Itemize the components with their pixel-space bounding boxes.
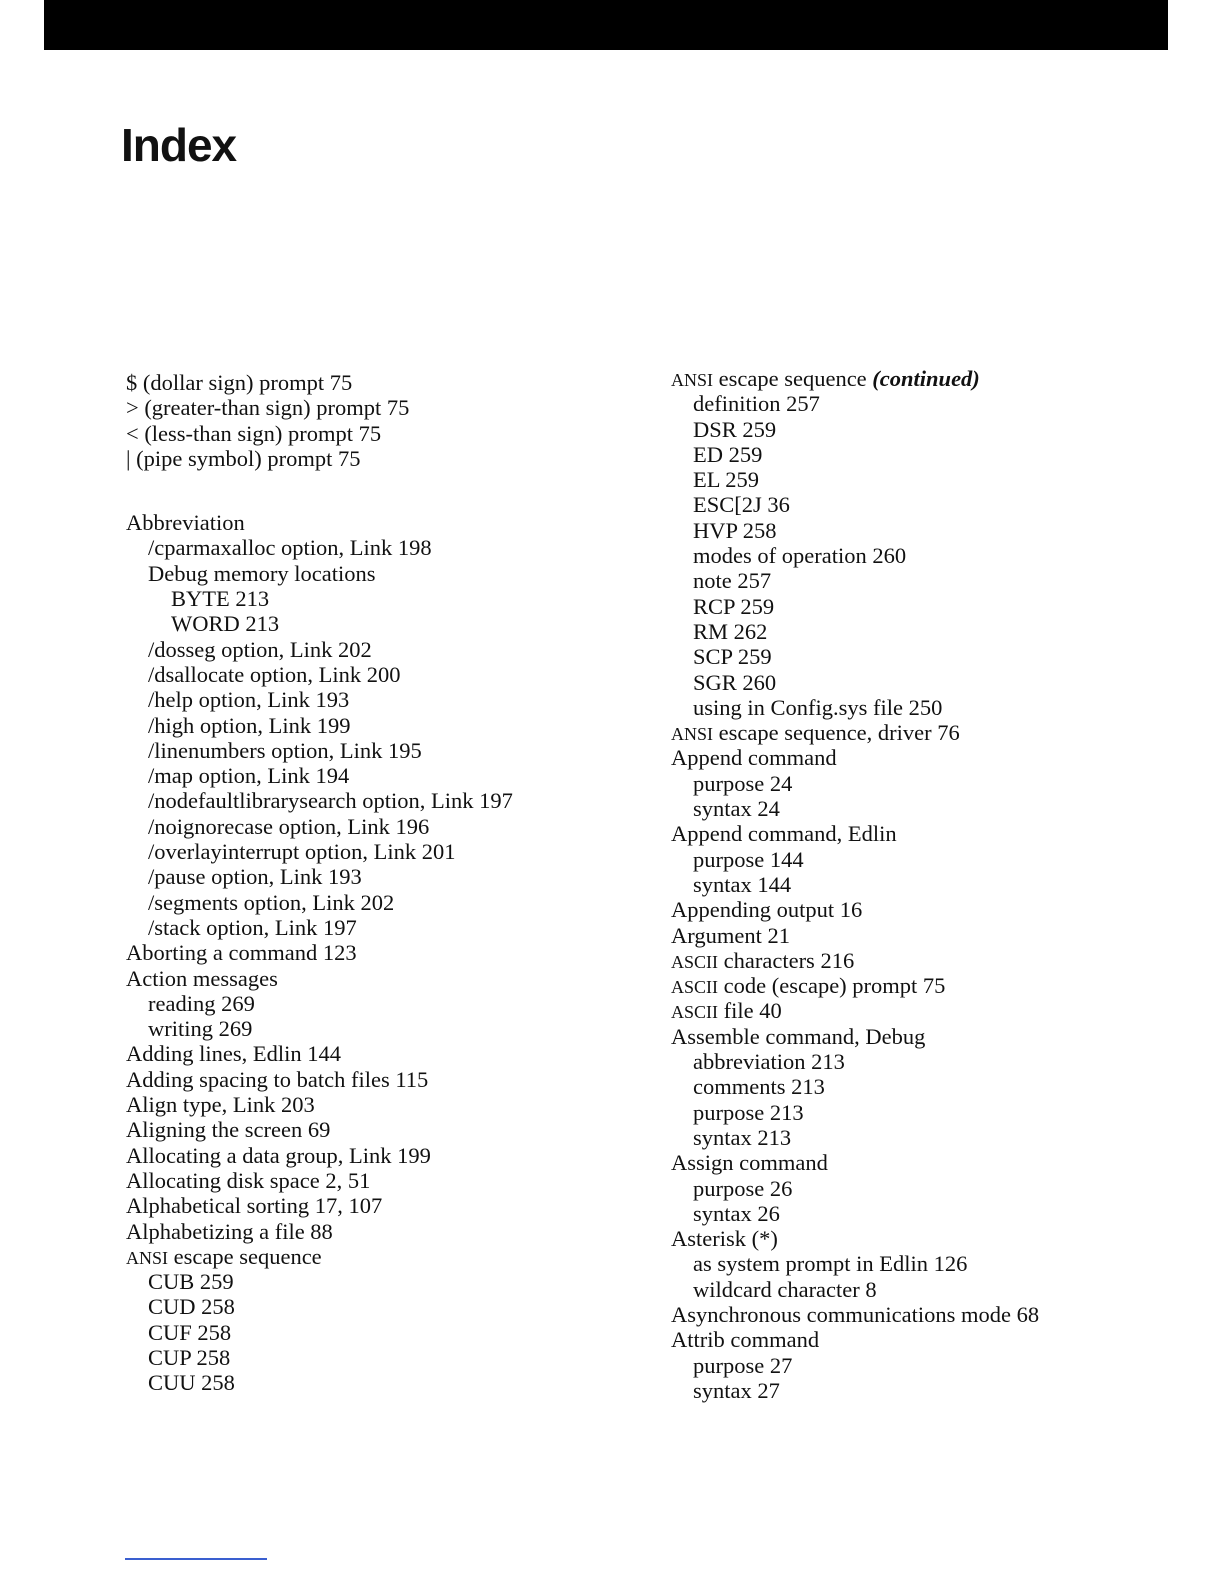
entry-text: purpose 24 xyxy=(693,770,793,796)
index-entry xyxy=(126,421,646,446)
index-entry xyxy=(126,864,646,889)
entry-text: escape sequence xyxy=(168,1243,322,1269)
index-entry xyxy=(126,1092,646,1117)
entry-text: purpose 26 xyxy=(693,1175,793,1201)
footer-rule xyxy=(125,1558,267,1560)
index-entry xyxy=(671,847,1191,872)
entry-text: note 257 xyxy=(693,568,772,594)
entry-text: reading 269 xyxy=(148,990,255,1016)
entry-text: wildcard character 8 xyxy=(693,1276,877,1302)
entry-text: syntax 27 xyxy=(693,1377,780,1403)
entry-text: /overlayinterrupt option, Link 201 xyxy=(148,839,456,865)
entry-text: abbreviation 213 xyxy=(693,1049,845,1075)
entry-text: Append command, Edlin xyxy=(671,821,897,847)
index-entry xyxy=(671,796,1191,821)
entry-text: Alphabetizing a file 88 xyxy=(126,1218,333,1244)
entry-text: /stack option, Link 197 xyxy=(148,914,357,940)
entry-text: Argument 21 xyxy=(671,922,790,948)
index-entry xyxy=(671,923,1191,948)
entry-text: /cparmaxalloc option, Link 198 xyxy=(148,535,432,561)
index-entry xyxy=(126,370,646,395)
index-entry xyxy=(126,1320,646,1345)
index-entry xyxy=(126,1117,646,1142)
a-entries-left xyxy=(126,510,646,1395)
entry-text: CUB 259 xyxy=(148,1269,234,1295)
index-entry xyxy=(671,442,1191,467)
index-entry xyxy=(671,1024,1191,1049)
index-entry xyxy=(126,713,646,738)
entry-text: EL 259 xyxy=(693,467,760,493)
entry-text: Append command xyxy=(671,745,837,771)
symbol-entries xyxy=(126,370,646,471)
entry-text: RCP 259 xyxy=(693,593,775,619)
a-entries-right xyxy=(671,391,1191,1403)
entry-text: > (greater-than sign) prompt 75 xyxy=(126,395,410,421)
index-entry xyxy=(671,821,1191,846)
heading-text: escape sequence xyxy=(713,366,873,391)
index-entry xyxy=(671,948,1191,973)
index-entry xyxy=(126,1041,646,1066)
index-entry xyxy=(671,467,1191,492)
index-entry xyxy=(671,1074,1191,1099)
index-entry xyxy=(671,1125,1191,1150)
index-entry xyxy=(126,991,646,1016)
entry-text: CUU 258 xyxy=(148,1370,235,1396)
index-entry xyxy=(126,1143,646,1168)
index-entry xyxy=(671,417,1191,442)
index-entry xyxy=(126,1294,646,1319)
entry-text: Asterisk (*) xyxy=(671,1226,778,1252)
index-entry xyxy=(671,1201,1191,1226)
index-entry xyxy=(126,915,646,940)
entry-text: Action messages xyxy=(126,965,278,991)
entry-text: $ (dollar sign) prompt 75 xyxy=(126,370,353,395)
index-entry xyxy=(126,1193,646,1218)
entry-text: /help option, Link 193 xyxy=(148,687,350,713)
entry-text: /segments option, Link 202 xyxy=(148,889,395,915)
index-entry xyxy=(126,535,646,560)
entry-text: Alphabetical sorting 17, 107 xyxy=(126,1193,383,1219)
index-entry xyxy=(671,998,1191,1023)
smallcaps-term: ASCII xyxy=(671,977,719,998)
index-entry xyxy=(126,788,646,813)
index-entry xyxy=(671,644,1191,669)
index-entry xyxy=(671,518,1191,543)
entry-text: Aligning the screen 69 xyxy=(126,1117,331,1143)
index-entry xyxy=(671,1150,1191,1175)
entry-text: Adding lines, Edlin 144 xyxy=(126,1041,341,1067)
entry-text: modes of operation 260 xyxy=(693,543,907,569)
entry-text: CUF 258 xyxy=(148,1319,232,1345)
index-entry xyxy=(126,763,646,788)
entry-text: SCP 259 xyxy=(693,644,772,670)
index-entry xyxy=(671,1277,1191,1302)
entry-text: definition 257 xyxy=(693,391,820,417)
entry-text: using in Config.sys file 250 xyxy=(693,694,943,720)
entry-text: WORD 213 xyxy=(171,611,280,637)
index-entry xyxy=(671,872,1191,897)
index-entry xyxy=(126,637,646,662)
index-entry xyxy=(671,492,1191,517)
index-entry xyxy=(671,897,1191,922)
entry-text: comments 213 xyxy=(693,1074,825,1100)
index-entry xyxy=(671,568,1191,593)
index-entry xyxy=(671,1302,1191,1327)
entry-text: syntax 144 xyxy=(693,871,792,897)
entry-text: /pause option, Link 193 xyxy=(148,864,362,890)
entry-text: BYTE 213 xyxy=(171,586,270,612)
entry-text: /linenumbers option, Link 195 xyxy=(148,737,422,763)
entry-text: escape sequence, driver 76 xyxy=(713,720,960,746)
index-entry xyxy=(126,940,646,965)
smallcaps-term: ANSI xyxy=(126,1247,169,1268)
entry-text: purpose 27 xyxy=(693,1352,793,1378)
entry-text: < (less-than sign) prompt 75 xyxy=(126,420,382,446)
index-entry xyxy=(126,1219,646,1244)
entry-text: syntax 24 xyxy=(693,796,780,822)
index-entry xyxy=(671,720,1191,745)
entry-text: Asynchronous communications mode 68 xyxy=(671,1301,1040,1327)
entry-text: /high option, Link 199 xyxy=(148,712,351,738)
section-gap xyxy=(126,471,646,510)
index-entry xyxy=(671,745,1191,770)
entry-text: Allocating disk space 2, 51 xyxy=(126,1167,371,1193)
index-entry xyxy=(671,1251,1191,1276)
entry-text: /noignorecase option, Link 196 xyxy=(148,813,430,839)
index-entry xyxy=(671,1176,1191,1201)
entry-text: file 40 xyxy=(718,998,782,1024)
entry-text: writing 269 xyxy=(148,1016,253,1042)
index-entry xyxy=(126,510,646,535)
smallcaps-term: ANSI xyxy=(671,370,714,390)
continued-heading xyxy=(671,366,1191,391)
entry-text: CUP 258 xyxy=(148,1344,231,1370)
index-column-left xyxy=(126,370,646,1396)
entry-text: Assemble command, Debug xyxy=(671,1023,926,1049)
index-entry xyxy=(126,561,646,586)
index-entry xyxy=(671,670,1191,695)
index-entry xyxy=(126,1269,646,1294)
index-entry xyxy=(671,695,1191,720)
index-entry xyxy=(126,1370,646,1395)
entry-text: /dsallocate option, Link 200 xyxy=(148,661,401,687)
index-entry xyxy=(126,738,646,763)
index-entry xyxy=(671,1226,1191,1251)
index-entry xyxy=(126,1168,646,1193)
page-title: Index xyxy=(121,119,237,171)
index-entry xyxy=(126,966,646,991)
entry-text: DSR 259 xyxy=(693,416,777,442)
entry-text: as system prompt in Edlin 126 xyxy=(693,1251,968,1277)
entry-text: /nodefaultlibrarysearch option, Link 197 xyxy=(148,788,513,814)
index-entry xyxy=(671,771,1191,796)
top-black-bar xyxy=(44,0,1168,50)
entry-text: Adding spacing to batch files 115 xyxy=(126,1066,429,1092)
entry-text: HVP 258 xyxy=(693,517,777,543)
entry-text: /map option, Link 194 xyxy=(148,763,350,789)
index-entry xyxy=(671,619,1191,644)
index-entry xyxy=(126,1345,646,1370)
index-entry xyxy=(126,446,646,471)
index-entry xyxy=(671,594,1191,619)
entry-text: Debug memory locations xyxy=(148,560,376,586)
entry-text: Align type, Link 203 xyxy=(126,1092,315,1118)
entry-text: Abbreviation xyxy=(126,510,245,536)
entry-text: ESC[2J 36 xyxy=(693,492,790,518)
index-entry xyxy=(671,391,1191,416)
entry-text: syntax 26 xyxy=(693,1200,780,1226)
entry-text: Attrib command xyxy=(671,1327,820,1353)
smallcaps-term: ASCII xyxy=(671,951,719,972)
entry-text: | (pipe symbol) prompt 75 xyxy=(126,445,361,471)
entry-text: RM 262 xyxy=(693,618,768,644)
entry-text: CUD 258 xyxy=(148,1294,235,1320)
index-entry xyxy=(126,890,646,915)
index-entry xyxy=(126,839,646,864)
entry-text: syntax 213 xyxy=(693,1124,792,1150)
index-entry xyxy=(126,1016,646,1041)
entry-text: Aborting a command 123 xyxy=(126,940,357,966)
entry-text: /dosseg option, Link 202 xyxy=(148,636,372,662)
index-entry xyxy=(671,1100,1191,1125)
index-entry xyxy=(671,1378,1191,1403)
index-column-right xyxy=(671,366,1191,1403)
index-entry xyxy=(671,1353,1191,1378)
entry-text: purpose 213 xyxy=(693,1099,804,1125)
index-entry xyxy=(126,1244,646,1269)
index-entry xyxy=(126,662,646,687)
entry-text: purpose 144 xyxy=(693,846,804,872)
index-entry xyxy=(671,1049,1191,1074)
smallcaps-term: ASCII xyxy=(671,1002,719,1023)
entry-text: Assign command xyxy=(671,1150,828,1176)
entry-text: Appending output 16 xyxy=(671,897,863,923)
index-entry xyxy=(126,395,646,420)
entry-text: characters 216 xyxy=(718,947,855,973)
continued-label: (continued) xyxy=(872,366,980,391)
entry-text: Allocating a data group, Link 199 xyxy=(126,1142,431,1168)
index-entry xyxy=(126,814,646,839)
index-entry xyxy=(126,586,646,611)
index-entry xyxy=(671,543,1191,568)
index-entry xyxy=(126,611,646,636)
smallcaps-term: ANSI xyxy=(671,724,714,745)
index-entry xyxy=(126,1067,646,1092)
entry-text: ED 259 xyxy=(693,441,763,467)
index-entry xyxy=(671,973,1191,998)
entry-text: code (escape) prompt 75 xyxy=(718,973,946,999)
index-entry xyxy=(671,1327,1191,1352)
index-entry xyxy=(126,687,646,712)
entry-text: SGR 260 xyxy=(693,669,777,695)
